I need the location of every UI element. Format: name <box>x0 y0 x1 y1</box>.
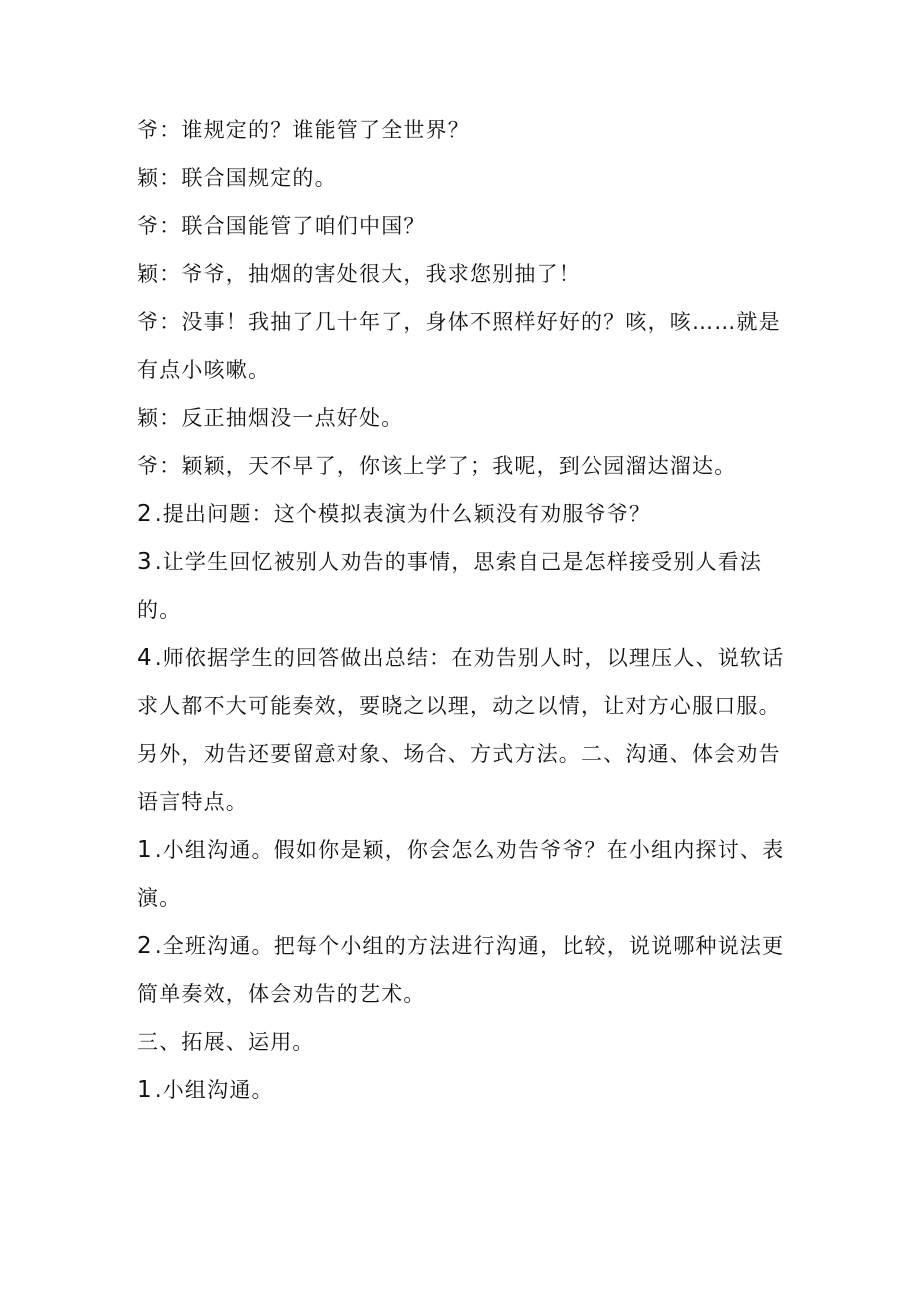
section-heading: 三、拓展、运用。 <box>137 1030 315 1054</box>
step-number: 2 <box>137 933 153 959</box>
numbered-step: 1.小组沟通。假如你是颖，你会怎么劝告爷爷？在小组内探讨、表 <box>137 837 785 863</box>
step-number: 1 <box>137 1077 153 1103</box>
step-number: 1 <box>137 837 153 863</box>
numbered-step: 4.师依据学生的回答做出总结：在劝告别人时，以理压人、说软话 <box>137 645 785 671</box>
dialogue-line: 颖：反正抽烟没一点好处。 <box>137 406 404 430</box>
step-number: 4 <box>137 645 153 671</box>
numbered-step: 2.提出问题：这个模拟表演为什么颖没有劝服爷爷？ <box>137 501 652 527</box>
dialogue-line-continuation: 有点小咳嗽。 <box>137 358 271 382</box>
dialogue-line: 颖：爷爷，抽烟的害处很大，我求您别抽了！ <box>137 262 581 286</box>
numbered-step: 2.全班沟通。把每个小组的方法进行沟通，比较，说说哪种说法更 <box>137 933 785 959</box>
dialogue-line: 爷：联合国能管了咱们中国？ <box>137 214 426 238</box>
step-number: 2 <box>137 501 153 527</box>
dialogue-line: 爷：谁规定的？谁能管了全世界？ <box>137 118 470 142</box>
step-continuation: 另外，劝告还要留意对象、场合、方式方法。二、沟通、体会劝告 <box>137 742 781 766</box>
dialogue-line: 爷：颖颖，天不早了，你该上学了；我呢，到公园溜达溜达。 <box>137 454 737 478</box>
dialogue-line: 颖：联合国规定的。 <box>137 166 337 190</box>
step-continuation: 求人都不大可能奏效，要晓之以理，动之以情，让对方心服口服。 <box>137 694 781 718</box>
step-continuation: 语言特点。 <box>137 790 248 814</box>
numbered-step: 1.小组沟通。 <box>137 1077 274 1103</box>
step-number: 3 <box>137 549 153 575</box>
numbered-step: 3.让学生回忆被别人劝告的事情，思索自己是怎样接受别人看法 <box>137 549 763 575</box>
step-continuation: 的。 <box>137 598 182 622</box>
document-body <box>137 112 787 1120</box>
step-continuation: 简单奏效，体会劝告的艺术。 <box>137 982 426 1006</box>
dialogue-line: 爷：没事！我抽了几十年了，身体不照样好好的？咳，咳……就是 <box>137 310 781 334</box>
step-continuation: 演。 <box>137 886 182 910</box>
